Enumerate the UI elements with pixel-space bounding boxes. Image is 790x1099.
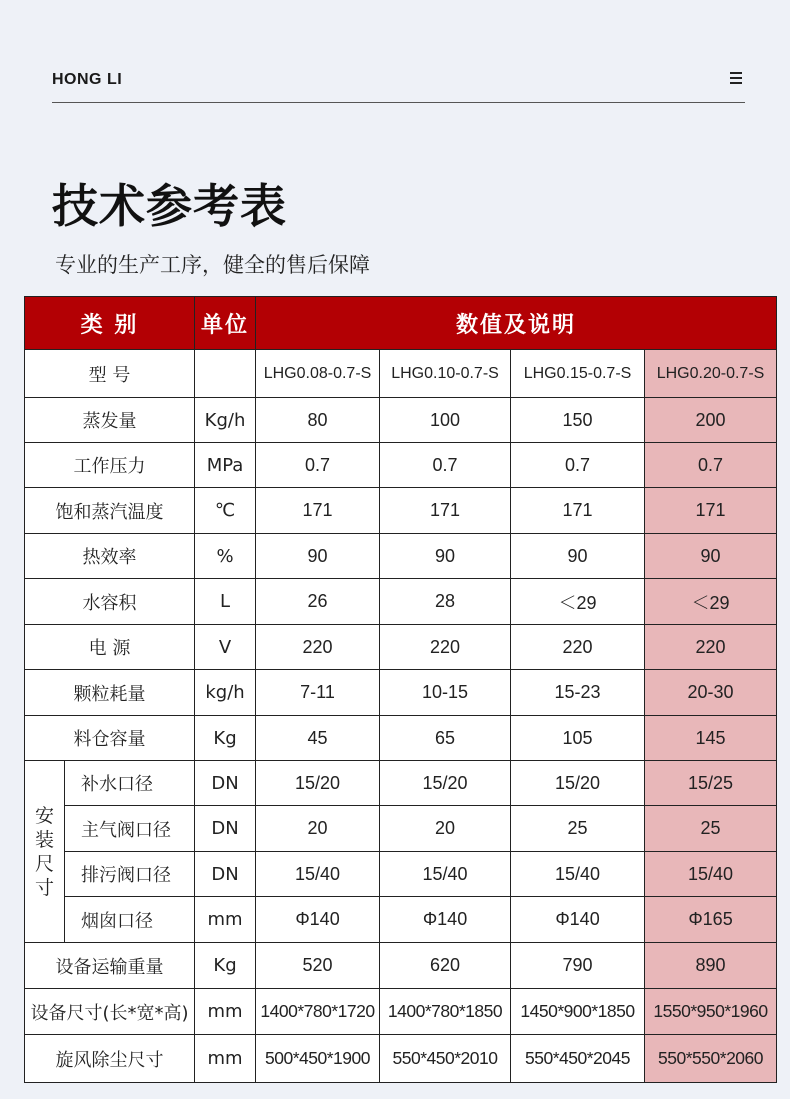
table-row	[25, 534, 777, 579]
row-unit: mm	[195, 1035, 256, 1083]
value-cell: 10-15	[380, 670, 511, 716]
table-row	[25, 1035, 777, 1083]
table-row	[25, 579, 777, 625]
table-row	[25, 488, 777, 534]
value-cell: Φ165	[645, 897, 777, 943]
value-cell: 45	[256, 716, 380, 761]
value-cell: 90	[256, 534, 380, 579]
row-unit	[195, 350, 256, 398]
value-cell: 150	[511, 398, 645, 443]
value-cell: 171	[256, 488, 380, 534]
value-cell: 105	[511, 716, 645, 761]
value-cell: Φ140	[511, 897, 645, 943]
row-label: 设备运输重量	[25, 943, 195, 989]
row-label: 电 源	[25, 625, 195, 670]
brand-logo[interactable]: HONG LI	[52, 71, 123, 88]
top-header	[52, 0, 745, 103]
value-cell: 550*550*2060	[645, 1035, 777, 1083]
value-cell: 15/20	[256, 761, 380, 806]
row-label: 排污阀口径	[65, 852, 195, 897]
value-cell: 550*450*2010	[380, 1035, 511, 1083]
table-row	[25, 806, 777, 852]
value-cell: 790	[511, 943, 645, 989]
value-cell: 0.7	[645, 443, 777, 488]
row-unit: V	[195, 625, 256, 670]
row-unit: mm	[195, 897, 256, 943]
value-cell: 15/40	[256, 852, 380, 897]
value-cell: 28	[380, 579, 511, 625]
row-label: 水容积	[25, 579, 195, 625]
value-cell: 80	[256, 398, 380, 443]
row-unit: mm	[195, 989, 256, 1035]
row-label: 颗粒耗量	[25, 670, 195, 716]
hamburger-menu-icon[interactable]	[730, 72, 742, 84]
value-cell: 890	[645, 943, 777, 989]
value-cell: 200	[645, 398, 777, 443]
value-cell: 15/20	[511, 761, 645, 806]
row-unit: Kg	[195, 943, 256, 989]
row-unit: ℃	[195, 488, 256, 534]
table-row	[25, 670, 777, 716]
row-label: 料仓容量	[25, 716, 195, 761]
table-row	[25, 897, 777, 943]
value-cell: 220	[256, 625, 380, 670]
value-cell: 15/20	[380, 761, 511, 806]
row-label: 饱和蒸汽温度	[25, 488, 195, 534]
value-cell: 1400*780*1720	[256, 989, 380, 1035]
value-cell: 0.7	[511, 443, 645, 488]
value-cell: 171	[511, 488, 645, 534]
table-row	[25, 716, 777, 761]
value-cell: 90	[380, 534, 511, 579]
table-row	[25, 625, 777, 670]
row-label: 主气阀口径	[65, 806, 195, 852]
row-unit: DN	[195, 852, 256, 897]
value-cell: 220	[380, 625, 511, 670]
row-label: 工作压力	[25, 443, 195, 488]
row-unit: DN	[195, 806, 256, 852]
value-cell: 220	[511, 625, 645, 670]
table-row	[25, 989, 777, 1035]
group-label-text: 安装尺寸	[34, 804, 54, 899]
value-cell: Φ140	[380, 897, 511, 943]
table-row	[25, 761, 777, 806]
value-cell: ＜29	[645, 579, 777, 625]
table-row	[25, 398, 777, 443]
row-unit: MPa	[195, 443, 256, 488]
table-row	[25, 852, 777, 897]
table-row	[25, 350, 777, 398]
value-cell: 171	[380, 488, 511, 534]
value-cell: 25	[645, 806, 777, 852]
value-cell: 0.7	[256, 443, 380, 488]
value-cell: 7-11	[256, 670, 380, 716]
header-unit: 单位	[195, 297, 256, 350]
value-cell: Φ140	[256, 897, 380, 943]
value-cell: 220	[645, 625, 777, 670]
value-cell: LHG0.20-0.7-S	[645, 350, 777, 398]
value-cell: 171	[645, 488, 777, 534]
value-cell: 0.7	[380, 443, 511, 488]
value-cell: 620	[380, 943, 511, 989]
row-label: 烟囱口径	[65, 897, 195, 943]
row-label: 热效率	[25, 534, 195, 579]
row-unit: L	[195, 579, 256, 625]
row-label: 补水口径	[65, 761, 195, 806]
value-cell: 500*450*1900	[256, 1035, 380, 1083]
row-unit: DN	[195, 761, 256, 806]
row-label: 蒸发量	[25, 398, 195, 443]
row-unit: %	[195, 534, 256, 579]
page-title: 技术参考表	[52, 179, 287, 233]
row-unit: kg/h	[195, 670, 256, 716]
value-cell: 15/40	[645, 852, 777, 897]
row-unit: Kg/h	[195, 398, 256, 443]
header-category: 类 别	[25, 297, 195, 350]
value-cell: 520	[256, 943, 380, 989]
value-cell: 550*450*2045	[511, 1035, 645, 1083]
value-cell: 15/40	[511, 852, 645, 897]
value-cell: 20	[256, 806, 380, 852]
page-subtitle: 专业的生产工序，健全的售后保障	[55, 253, 370, 277]
value-cell: 1400*780*1850	[380, 989, 511, 1035]
value-cell: LHG0.10-0.7-S	[380, 350, 511, 398]
value-cell: 20	[380, 806, 511, 852]
row-unit: Kg	[195, 716, 256, 761]
header-values: 数值及说明	[256, 297, 777, 350]
value-cell: 20-30	[645, 670, 777, 716]
value-cell: ＜29	[511, 579, 645, 625]
value-cell: LHG0.08-0.7-S	[256, 350, 380, 398]
value-cell: LHG0.15-0.7-S	[511, 350, 645, 398]
row-label: 设备尺寸(长*宽*高)	[25, 989, 195, 1035]
value-cell: 1550*950*1960	[645, 989, 777, 1035]
value-cell: 15/40	[380, 852, 511, 897]
value-cell: 1450*900*1850	[511, 989, 645, 1035]
value-cell: 90	[645, 534, 777, 579]
value-cell: 145	[645, 716, 777, 761]
table-header-row	[25, 297, 777, 350]
row-label: 旋风除尘尺寸	[25, 1035, 195, 1083]
row-label: 型 号	[25, 350, 195, 398]
value-cell: 26	[256, 579, 380, 625]
value-cell: 25	[511, 806, 645, 852]
value-cell: 65	[380, 716, 511, 761]
value-cell: 100	[380, 398, 511, 443]
spec-table	[24, 296, 777, 1083]
value-cell: 90	[511, 534, 645, 579]
value-cell: 15/25	[645, 761, 777, 806]
install-dimensions-group-label	[25, 761, 65, 943]
table-row	[25, 943, 777, 989]
value-cell: 15-23	[511, 670, 645, 716]
table-row	[25, 443, 777, 488]
